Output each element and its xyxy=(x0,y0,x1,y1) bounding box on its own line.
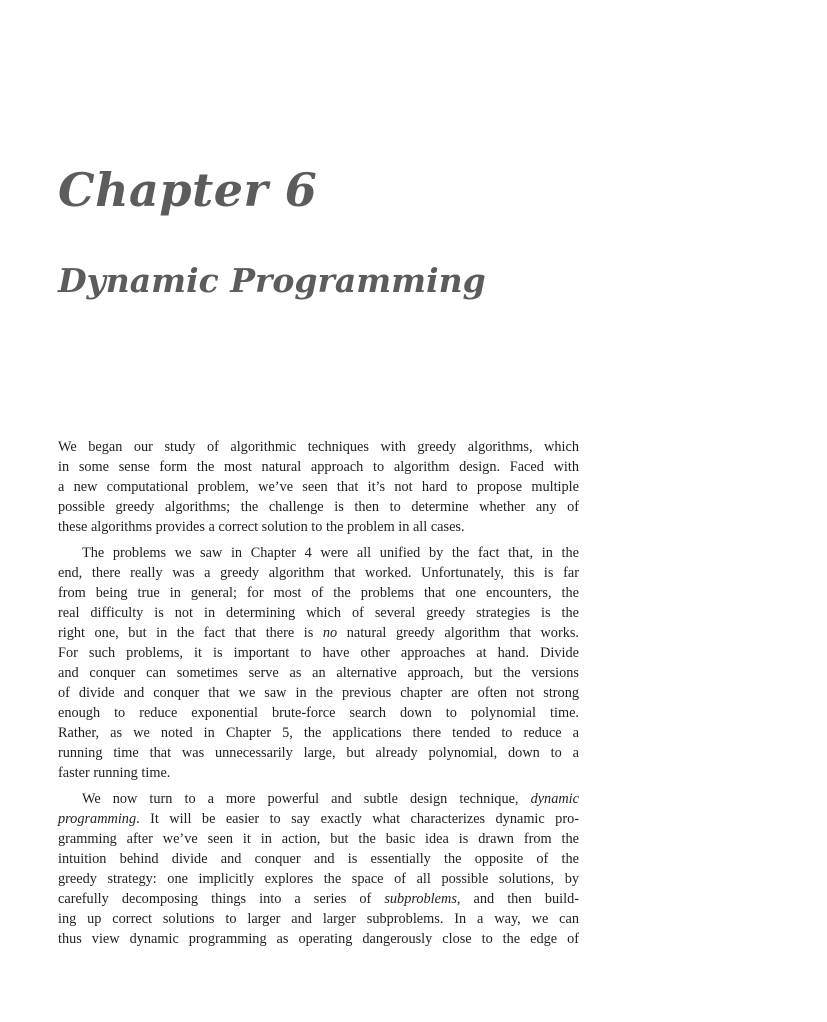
text-line: Rather, as we noted in Chapter 5, the applications there tended to reduce a xyxy=(58,725,579,741)
text-line: gramming after we’ve seen it in action, but the basic idea is drawn from the xyxy=(58,831,579,847)
chapter-title: Dynamic Programming xyxy=(58,261,486,300)
text-line: thus view dynamic programming as operating dangerously close to the edge of xyxy=(58,931,579,947)
text-line: The problems we saw in Chapter 4 were all unified by the fact that, in the xyxy=(82,545,579,561)
chapter-number: Chapter 6 xyxy=(58,163,318,217)
text-line: running time that was unnecessarily large, but already polynomial, down to a xyxy=(58,745,579,761)
text-line: from being true in general; for most of the problems that one encounters, the xyxy=(58,585,579,601)
text-line: possible greedy algorithms; the challenge is then to determine whether any of xyxy=(58,499,579,515)
text-line: of divide and conquer that we saw in the previous chapter are often not strong xyxy=(58,685,579,701)
text-line: end, there really was a greedy algorithm that worked. Unfortunately, this is far xyxy=(58,565,579,581)
text-line: right one, but in the fact that there is no natural greedy algorithm that works. xyxy=(58,625,579,641)
paragraph xyxy=(58,543,579,783)
text-line: carefully decomposing things into a series of subproblems, and then build- xyxy=(58,891,579,907)
text-line: We now turn to a more powerful and subtle design technique, dynamic xyxy=(82,791,579,807)
paragraph xyxy=(58,437,579,537)
paragraph xyxy=(58,789,579,949)
body-text xyxy=(58,437,579,955)
text-line: programming. It will be easier to say exactly what characterizes dynamic pro- xyxy=(58,811,579,827)
text-line: enough to reduce exponential brute-force search down to polynomial time. xyxy=(58,705,579,721)
text-line: We began our study of algorithmic techniques with greedy algorithms, which xyxy=(58,439,579,455)
text-line: intuition behind divide and conquer and is essentially the opposite of the xyxy=(58,851,579,867)
text-line: For such problems, it is important to have other approaches at hand. Divide xyxy=(58,645,579,661)
text-line: in some sense form the most natural approach to algorithm design. Faced with xyxy=(58,459,579,475)
text-line: and conquer can sometimes serve as an alternative approach, but the versions xyxy=(58,665,579,681)
text-line: ing up correct solutions to larger and larger subproblems. In a way, we can xyxy=(58,911,579,927)
text-line: these algorithms provides a correct solution to the problem in all cases. xyxy=(58,519,465,535)
text-line: faster running time. xyxy=(58,765,171,781)
text-line: greedy strategy: one implicitly explores the space of all possible solutions, by xyxy=(58,871,579,887)
text-line: a new computational problem, we’ve seen that it’s not hard to propose multiple xyxy=(58,479,579,495)
text-line: real difficulty is not in determining which of several greedy strategies is the xyxy=(58,605,579,621)
